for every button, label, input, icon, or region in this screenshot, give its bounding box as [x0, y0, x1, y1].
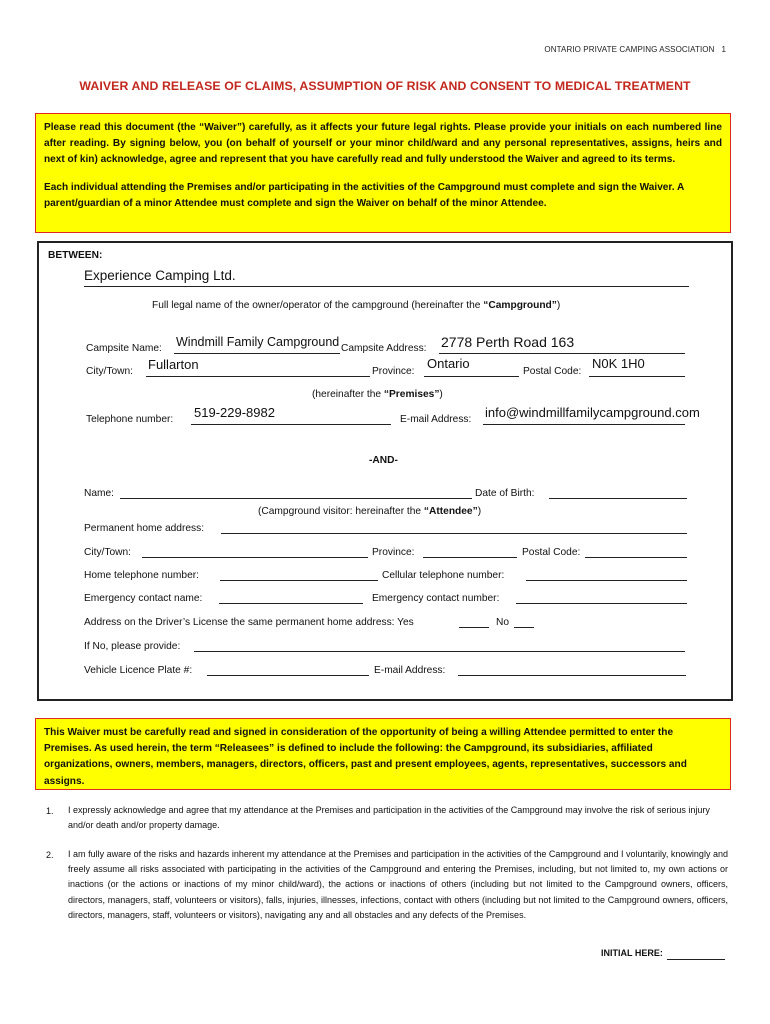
attendee-caption: (Campground visitor: hereinafter the “Attendee”) [258, 506, 482, 517]
license-yes-field[interactable] [459, 627, 489, 628]
emergency-number-field[interactable] [516, 603, 687, 604]
home-phone-label: Home telephone number: [84, 570, 199, 581]
city2-field[interactable] [142, 557, 368, 558]
phone-label: Telephone number: [86, 414, 174, 425]
campsite-name-field[interactable] [174, 353, 340, 354]
postal-code-label: Postal Code: [523, 366, 582, 377]
campsite-address-label: Campsite Address: [341, 343, 427, 354]
document-title: WAIVER AND RELEASE OF CLAIMS, ASSUMPTION OF RISK AND CONSENT TO MEDICAL TREATMENT [79, 79, 691, 93]
postal2-label: Postal Code: [522, 547, 581, 558]
phone-value: 519-229-8982 [194, 405, 275, 420]
province-field[interactable] [424, 376, 519, 377]
initial-field[interactable] [667, 959, 725, 960]
initial-label: INITIAL HERE: [601, 948, 663, 958]
clause-1-text: I expressly acknowledge and agree that my attendance at the Premises and participation in the activities of the Campground may involve the risk of serious injury and/or death and/or property damage. [68, 805, 710, 831]
postal-code-field[interactable] [589, 376, 685, 377]
city-value: Fullarton [148, 357, 199, 372]
emergency-contact-label: Emergency contact name: [84, 593, 203, 604]
cell-phone-label: Cellular telephone number: [382, 570, 505, 581]
license-question: Address on the Driver’s License the same permanent home address: Yes [84, 617, 414, 628]
campsite-name-label: Campsite Name: [86, 343, 162, 354]
campsite-address-field[interactable] [439, 353, 685, 354]
releasees-notice: This Waiver must be carefully read and signed in consideration of the opportunity of being a willing Attendee permitted to enter the Premises. As used herein, the term “Releasees” is defined to include the following: the Campground, its subsidiaries, affiliated organizations, owners, members, managers, directors, officers, past and present employees, agents, representatives, successors and assigns. [44, 727, 687, 787]
postal-code-value: N0K 1H0 [592, 356, 645, 371]
cell-phone-field[interactable] [526, 580, 687, 581]
parties-form [37, 241, 733, 701]
city2-label: City/Town: [84, 547, 131, 558]
owner-name-field[interactable] [84, 286, 689, 287]
phone-field[interactable] [191, 424, 391, 425]
attendee-name-label: Name: [84, 488, 115, 499]
page-header [544, 45, 726, 54]
clause-1-number: 1. [46, 806, 54, 816]
emergency-contact-field[interactable] [219, 603, 363, 604]
email-field[interactable] [483, 424, 685, 425]
between-label: BETWEEN: [48, 250, 103, 261]
email2-field[interactable] [458, 675, 686, 676]
emergency-number-label: Emergency contact number: [372, 593, 500, 604]
plate-label: Vehicle Licence Plate #: [84, 665, 193, 676]
if-no-label: If No, please provide: [84, 641, 181, 652]
header-org: ONTARIO PRIVATE CAMPING ASSOCIATION [544, 45, 715, 54]
province2-field[interactable] [423, 557, 517, 558]
notice-box [35, 113, 731, 233]
postal2-field[interactable] [585, 557, 687, 558]
notice-paragraph-1: Please read this document (the “Waiver”) carefully, as it affects your future legal rights. Please provide your initials on each numbered line after reading. By signing below, you (on behalf of yourself or your minor child/ward and any personal representatives, assigns, heirs and next of kin) acknowledge, agree and represent that you have carefully read and fully understood the Waiver and agreed to its terms. [44, 122, 722, 166]
campsite-name-value: Windmill Family Campground [176, 335, 340, 349]
province2-label: Province: [372, 547, 415, 558]
premises-caption: (hereinafter the “Premises”) [312, 389, 443, 400]
email-label: E-mail Address: [400, 414, 472, 425]
city-label: City/Town: [86, 366, 133, 377]
dob-label: Date of Birth: [475, 488, 535, 499]
email-value: info@windmillfamilycampground.com [485, 405, 700, 420]
clause-2-number: 2. [46, 850, 54, 860]
home-phone-field[interactable] [220, 580, 378, 581]
dob-field[interactable] [549, 498, 687, 499]
notice-paragraph-2: Each individual attending the Premises and/or participating in the activities of the Campground must complete and sign the Waiver. A parent/guardian of a minor Attendee must complete and sign the Waiver on behalf of the minor Attendee. [44, 181, 684, 209]
releasees-notice-box [35, 718, 731, 790]
page-number: 1 [721, 45, 726, 54]
home-address-field[interactable] [221, 533, 687, 534]
province-value: Ontario [427, 356, 470, 371]
clause-2-text: I am fully aware of the risks and hazards inherent my attendance at the Premises and participation in the activities of the Campground and I voluntarily, knowingly and freely assume all risks associated with participating in the activities of the Campground and entering the Premises, including, but not limited to, my own actions or inactions (or the actions or inactions of my minor child/ward), the actions or inactions of others (including but not limited to the Campground owners, officers, directors, managers, staff, volunteers or visitors), falls, injuries, illnesses, infections, contact with others (including but not limited to the Campground owners, officers, directors, managers, staff, volunteers or visitors), navigating any and all obstacles and any defects of the Premises. [68, 849, 728, 920]
plate-field[interactable] [207, 675, 369, 676]
owner-name-value: Experience Camping Ltd. [84, 268, 236, 283]
home-address-label: Permanent home address: [84, 523, 205, 534]
license-no-label: No [496, 617, 510, 628]
city-field[interactable] [146, 376, 370, 377]
and-separator: -AND- [369, 455, 398, 466]
province-label: Province: [372, 366, 415, 377]
license-no-field[interactable] [514, 627, 534, 628]
attendee-name-field[interactable] [120, 498, 472, 499]
if-no-field[interactable] [194, 651, 685, 652]
campsite-address-value: 2778 Perth Road 163 [441, 334, 575, 350]
owner-caption: Full legal name of the owner/operator of the campground (hereinafter the “Campground”) [152, 300, 561, 311]
email2-label: E-mail Address: [374, 665, 446, 676]
